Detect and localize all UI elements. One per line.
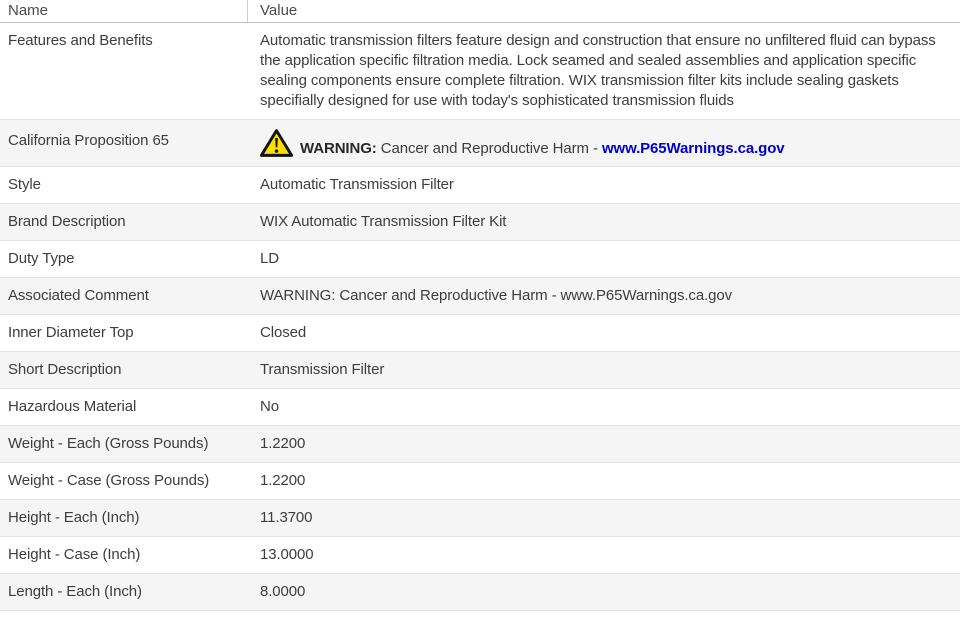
row-name-cell: Height - Case (Inch): [8, 546, 141, 563]
table-body: [0, 23, 960, 611]
warning-label: WARNING:: [300, 140, 377, 157]
row-value-cell: [248, 120, 960, 166]
row-name-cell: California Proposition 65: [8, 132, 169, 149]
row-name-cell: Associated Comment: [8, 287, 149, 304]
table-row: [0, 23, 960, 120]
row-value-cell: 13.0000: [260, 546, 314, 563]
row-name-cell: Short Description: [8, 361, 122, 378]
row-value-cell: Automatic transmission filters feature design and construction that ensure no unfiltered fluid can bypass the application specific filtration media. Lock seamed and sealed assemblies and application specific sealing components ensure complete filtration. WIX transmission filter kits include sealing gaskets specifially designed for use with today's sophisticated transmission fluids: [260, 32, 936, 109]
table-row: [0, 352, 960, 389]
table-row: [0, 389, 960, 426]
warning-message: Cancer and Reproductive Harm -: [376, 140, 602, 157]
row-value-cell: Transmission Filter: [260, 361, 385, 378]
table-row: [0, 574, 960, 611]
row-value-cell: Closed: [260, 324, 307, 341]
row-name-cell: Features and Benefits: [8, 32, 153, 49]
row-name-cell: Hazardous Material: [8, 398, 137, 415]
column-header-name: Name: [0, 0, 248, 22]
p65-warning-link[interactable]: www.P65Warnings.ca.gov: [601, 140, 785, 157]
table-row: [0, 315, 960, 352]
warning-text: [300, 139, 785, 158]
table-row: [0, 241, 960, 278]
row-value-cell: 11.3700: [260, 509, 313, 526]
table-row: [0, 120, 960, 167]
row-name-cell: Style: [8, 176, 41, 193]
row-name-cell: Weight - Case (Gross Pounds): [8, 472, 210, 489]
row-name-cell: Height - Each (Inch): [8, 509, 140, 526]
row-value-cell: WIX Automatic Transmission Filter Kit: [260, 213, 507, 230]
row-value-cell: 1.2200: [260, 435, 306, 452]
table-row: [0, 426, 960, 463]
table-row: [0, 278, 960, 315]
row-name-cell: Brand Description: [8, 213, 126, 230]
row-value-cell: 8.0000: [260, 583, 306, 600]
table-row: [0, 167, 960, 204]
row-value-cell: WARNING: Cancer and Reproductive Harm - www.P65Warnings.ca.gov: [260, 287, 733, 304]
row-name-cell: Length - Each (Inch): [8, 583, 142, 600]
table-row: [0, 204, 960, 241]
column-header-value: Value: [260, 2, 298, 19]
warning-triangle-icon: [260, 128, 293, 158]
row-name-cell: Inner Diameter Top: [8, 324, 134, 341]
row-value-cell: LD: [260, 250, 279, 267]
row-name-cell: Duty Type: [8, 250, 75, 267]
row-name-cell: Weight - Each (Gross Pounds): [8, 435, 209, 452]
row-value-cell: 1.2200: [260, 472, 306, 489]
table-header: [0, 0, 960, 23]
table-row: [0, 537, 960, 574]
table-row: [0, 500, 960, 537]
row-value-cell: Automatic Transmission Filter: [260, 176, 454, 193]
table-row: [0, 463, 960, 500]
row-value-cell: No: [260, 398, 279, 415]
